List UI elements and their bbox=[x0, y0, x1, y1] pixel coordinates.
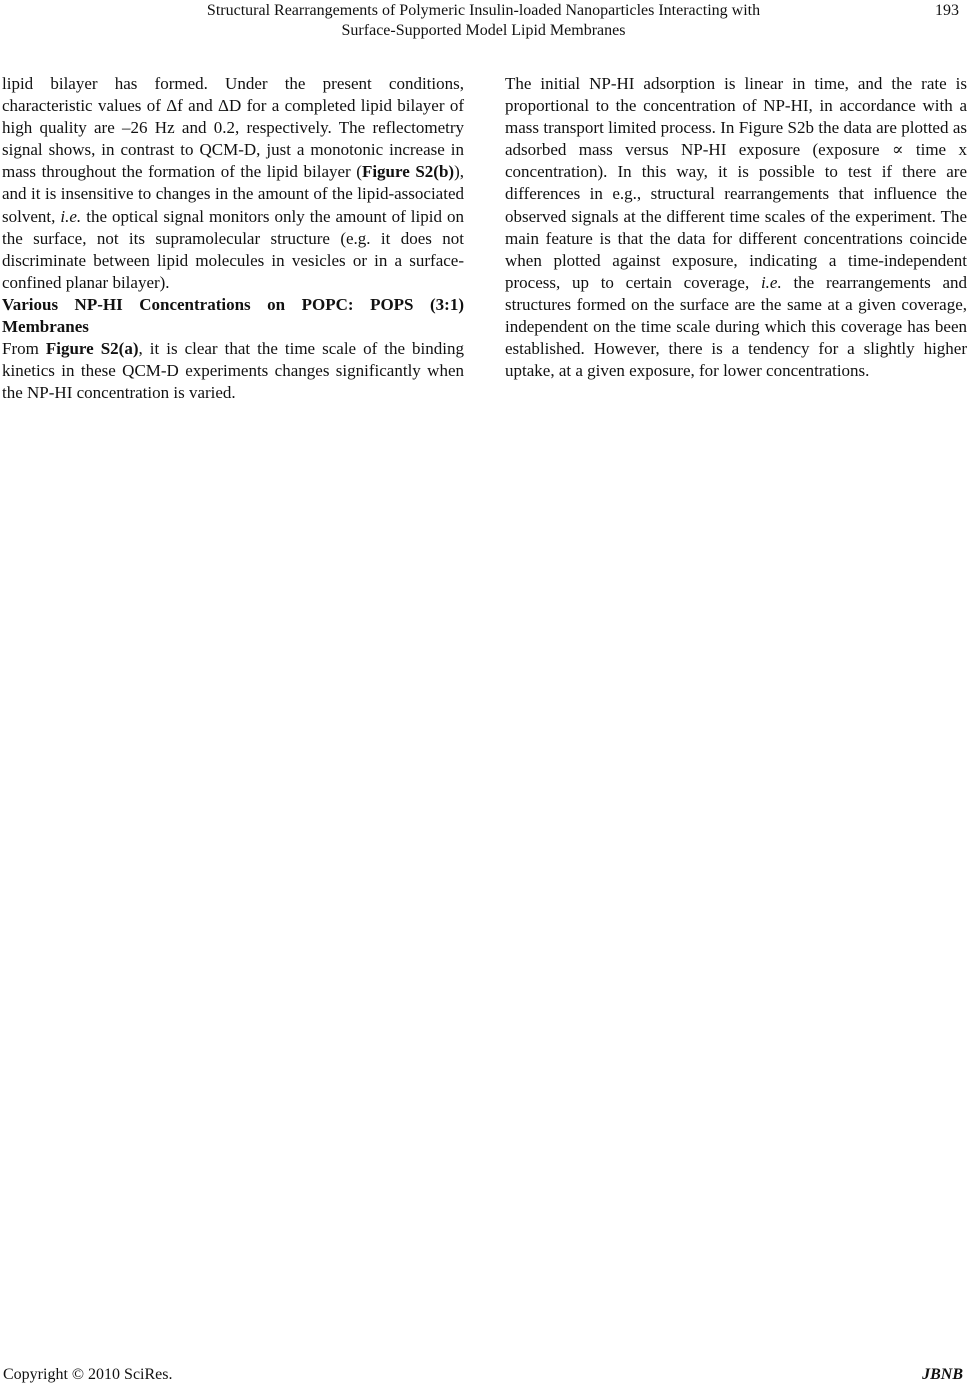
right-column bbox=[505, 73, 967, 382]
running-title bbox=[120, 1, 847, 41]
text-run: the rearrangements and structures formed on the surface are the same at a given coverage, independent on the time scale during which this coverage has been established. However, there is a tendency for a slightly higher uptake, at a given exposure, for lower concentrations. bbox=[505, 272, 967, 381]
text-run: The initial NP-HI adsorption is linear in time, and the rate is proportional to the concentration of NP-HI, in accordance with a mass transport limited process. In Figure S2b the data are plotted as adsorbed mass versus NP-HI exposure (exposure ∝ time x concentration). In this way, it is possible to test if there are differences in e.g., structural rearrangements that influence the observed signals at the different time scales of the experiment. The main feature is that the data for different concentrations coincide when plotted against exposure, indicating a time-independent process, up to certain coverage, bbox=[505, 74, 967, 292]
left-paragraph-2 bbox=[2, 338, 464, 404]
page-number: 193 bbox=[935, 2, 959, 19]
right-paragraph-1 bbox=[505, 73, 967, 382]
left-paragraph-1 bbox=[2, 73, 464, 294]
italic-text: i.e. bbox=[760, 272, 782, 292]
page-footer bbox=[0, 1366, 967, 1386]
left-column bbox=[2, 73, 464, 404]
figure-reference: Figure S2(b) bbox=[361, 162, 455, 182]
copyright-notice: Copyright © 2010 SciRes. bbox=[3, 1366, 173, 1383]
text-run: , it is clear that the time scale of the binding kinetics in these QCM-D experiments changes significantly when the NP-HI concentration is varied. bbox=[2, 338, 464, 403]
section-heading: Various NP-HI Concentrations on POPC: POPS (3:1) Membranes bbox=[2, 294, 464, 336]
page-header bbox=[0, 1, 967, 41]
text-run: From bbox=[2, 338, 46, 358]
text-run: the optical signal monitors only the amount of lipid on the surface, not its supramolecular structure (e.g. it does not discriminate between lipid molecules in vesicles or in a surface-confined planar bilayer). bbox=[2, 206, 464, 292]
running-title-line-2: Surface-Supported Model Lipid Membranes bbox=[341, 22, 626, 39]
italic-text: i.e. bbox=[60, 206, 82, 226]
journal-abbreviation: JBNB bbox=[922, 1366, 963, 1383]
text-run: lipid bilayer has formed. Under the present conditions, characteristic values of Δf and ΔD for a completed lipid bilayer of high quality are –26 Hz and 0.2, respectively. The reflectometry signal shows, in contrast to QCM-D, just a monotonic increase in mass throughout the formation of the lipid bilayer ( bbox=[2, 74, 464, 182]
text-run: ), and it is insensitive to changes in the amount of the lipid-associated solvent, bbox=[2, 162, 465, 226]
running-title-line-1: Structural Rearrangements of Polymeric Insulin-loaded Nanoparticles Interacting with bbox=[206, 2, 761, 19]
figure-reference: Figure S2(a) bbox=[45, 338, 139, 358]
